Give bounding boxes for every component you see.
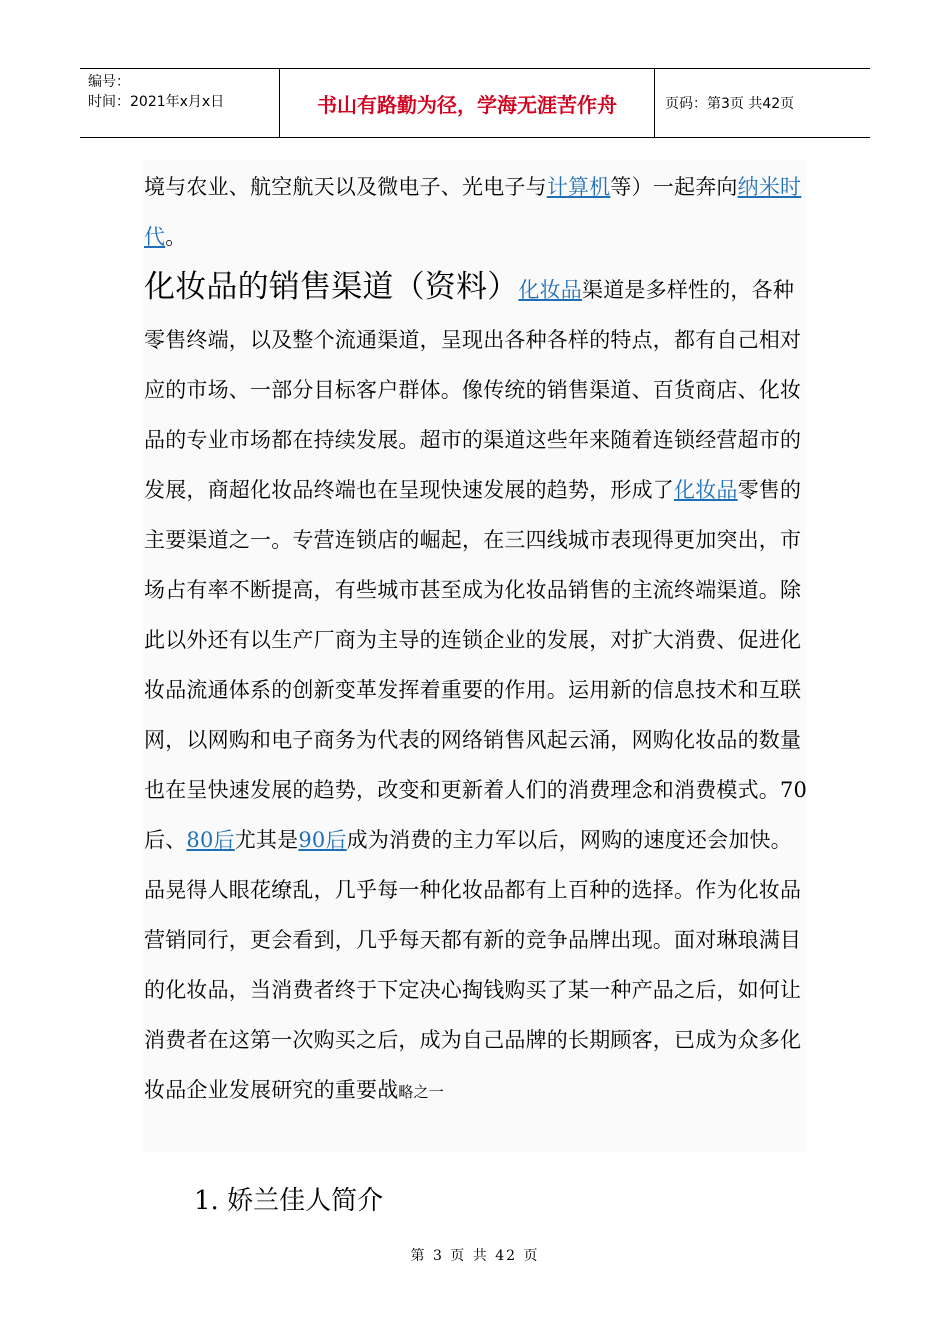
article-text-2: 零售的主要渠道之一。专营连锁店的崛起，在三四线城市表现得更加突出，市场占有率不断提高，有些城市甚至成为化妆品销售的主流终端渠道。除此以外还有以生产厂商为主导的连锁企业的发展，对扩大消费、促进化妆品流通体系的创新变革发挥着重要的作用。运用新的信息技术和互联网，以网购和电子商务为代表的网络销售风起云涌，网购化妆品的数量也在呈快速发展的趋势，改变和更新着人们的消费理念和消费模式。70后、 (144, 478, 808, 852)
intro-text-3: 。 (165, 225, 187, 249)
header-motto: 书山有路勤为径，学海无涯苦作舟 (280, 69, 655, 137)
section-heading: 1. 娇兰佳人简介 (194, 1186, 384, 1216)
page-footer: 第 3 页 共 42 页 (410, 1248, 540, 1264)
intro-paragraph (144, 162, 812, 262)
article-paragraph (144, 262, 812, 1117)
intro-text-2: 等）一起奔向 (610, 175, 738, 199)
header-meta (80, 69, 280, 137)
article-text-1: 渠道是多样性的，各种零售终端，以及整个流通渠道，呈现出各种各样的特点，都有自己相对应的市场、一部分目标客户群体。像传统的销售渠道、百货商店、化妆品的专业市场都在持续发展。超市的渠道这些年来随着连锁经营超市的发展，商超化妆品终端也在呈现快速发展的趋势，形成了 (144, 278, 802, 502)
article-text-5: 略之一 (398, 1083, 445, 1101)
page-header (80, 68, 870, 138)
header-time: 时间：2021年x月x日 (88, 94, 225, 110)
header-number-label: 编号： (88, 74, 130, 90)
link-nano-era[interactable]: 纳米时代 (144, 175, 802, 249)
link-cosmetics-2[interactable]: 化妆品 (674, 478, 738, 502)
article-title: 化妆品的销售渠道（资料） (144, 269, 519, 305)
content (144, 162, 812, 1117)
article-text-3: 尤其是 (234, 828, 299, 852)
header-page-info: 页码：第3页 共42页 (665, 96, 795, 112)
link-cosmetics-1[interactable]: 化妆品 (518, 278, 583, 302)
link-computer[interactable]: 计算机 (546, 175, 611, 199)
link-post-80s[interactable]: 80后 (186, 828, 235, 852)
intro-text-1: 境与农业、航空航天以及微电子、光电子与 (144, 175, 547, 199)
article-text-4: 成为消费的主力军以后，网购的速度还会加快。品晃得人眼花缭乱，几乎每一种化妆品都有上百种的选择。作为化妆品营销同行，更会看到，几乎每天都有新的竞争品牌出现。面对琳琅满目的化妆品，当消费者终于下定决心掏钱购买了某一种产品之后，如何让消费者在这第一次购买之后，成为自己品牌的长期顾客，已成为众多化妆品企业发展研究的重要战 (144, 828, 802, 1102)
link-post-90s[interactable]: 90后 (298, 828, 347, 852)
